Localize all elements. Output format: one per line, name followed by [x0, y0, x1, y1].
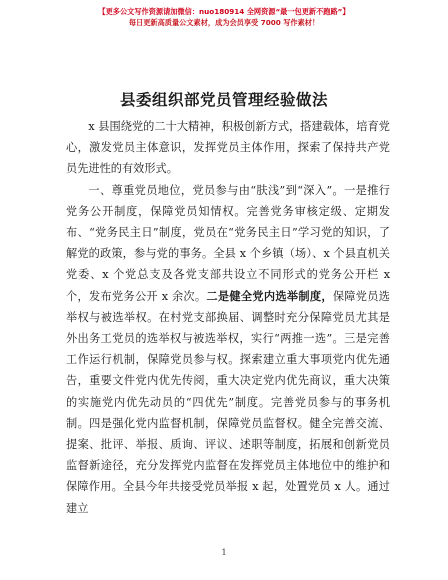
- promo-line-1: 【更多公文写作资源请加微信：nuo180914 全网资源“最一包更新不跑路”】: [98, 7, 350, 16]
- section-one-text: 一、尊重党员地位，党员参与由“肤浅”到“深入”。一是推行党务公开制度，保障党员知情权。完善党务审核定级、定期发布、“党务民主日”制度，党员在“党务民主日”学习党的知识，了解党的政策，参与党的事务。全县 x 个乡镇（场）、x 个县直机关党委、x 个党总支及各党支部共设立不同形式的党务公开栏 x 个，发布党务公开 x 余次。: [66, 183, 390, 303]
- section-one-paragraph: [66, 180, 390, 519]
- section-one-text-continued: 保障党员选举权与被选举权。在村党支部换届、调整时充分保障党员尤其是外出务工党员的选举权与被选举权，实行“两推一选”。三是完善工作运行机制，保障党员参与权。探索建立重大事项党内优先通告，重要文件党内优先传阅，重大决定党内优先商议，重大决策的实施党内优先动员的“四优先”制度。完善党员参与的事务机制。四是强化党内监督机制，保障党员监督权。健全完善交流、提案、批评、举报、质询、评议、述职等制度，拓展和创新党员监督新途径，充分发挥党内监督在发挥党员主体地位中的维护和保障作用。全县今年共接受党员举报 x 起，处置党员 x 人。通过建立: [66, 289, 390, 515]
- promo-line-2: 每日更新高质量公文素材，成为会员享受 7000 写作素材！: [128, 18, 320, 27]
- document-body: [66, 116, 390, 519]
- intro-paragraph: x 县围绕党的二十大精神，积极创新方式，搭建载体，培育党心，激发党员主体意识，发挥党员主体作用，探索了保持共产党员先进性的有效形式。: [66, 120, 390, 176]
- section-one-bold-text: 二是健全党内选举制度，: [206, 288, 333, 303]
- page-number: 1: [221, 548, 227, 557]
- promo-banner: [0, 6, 448, 28]
- document-title: 县委组织部党员管理经验做法: [119, 91, 328, 109]
